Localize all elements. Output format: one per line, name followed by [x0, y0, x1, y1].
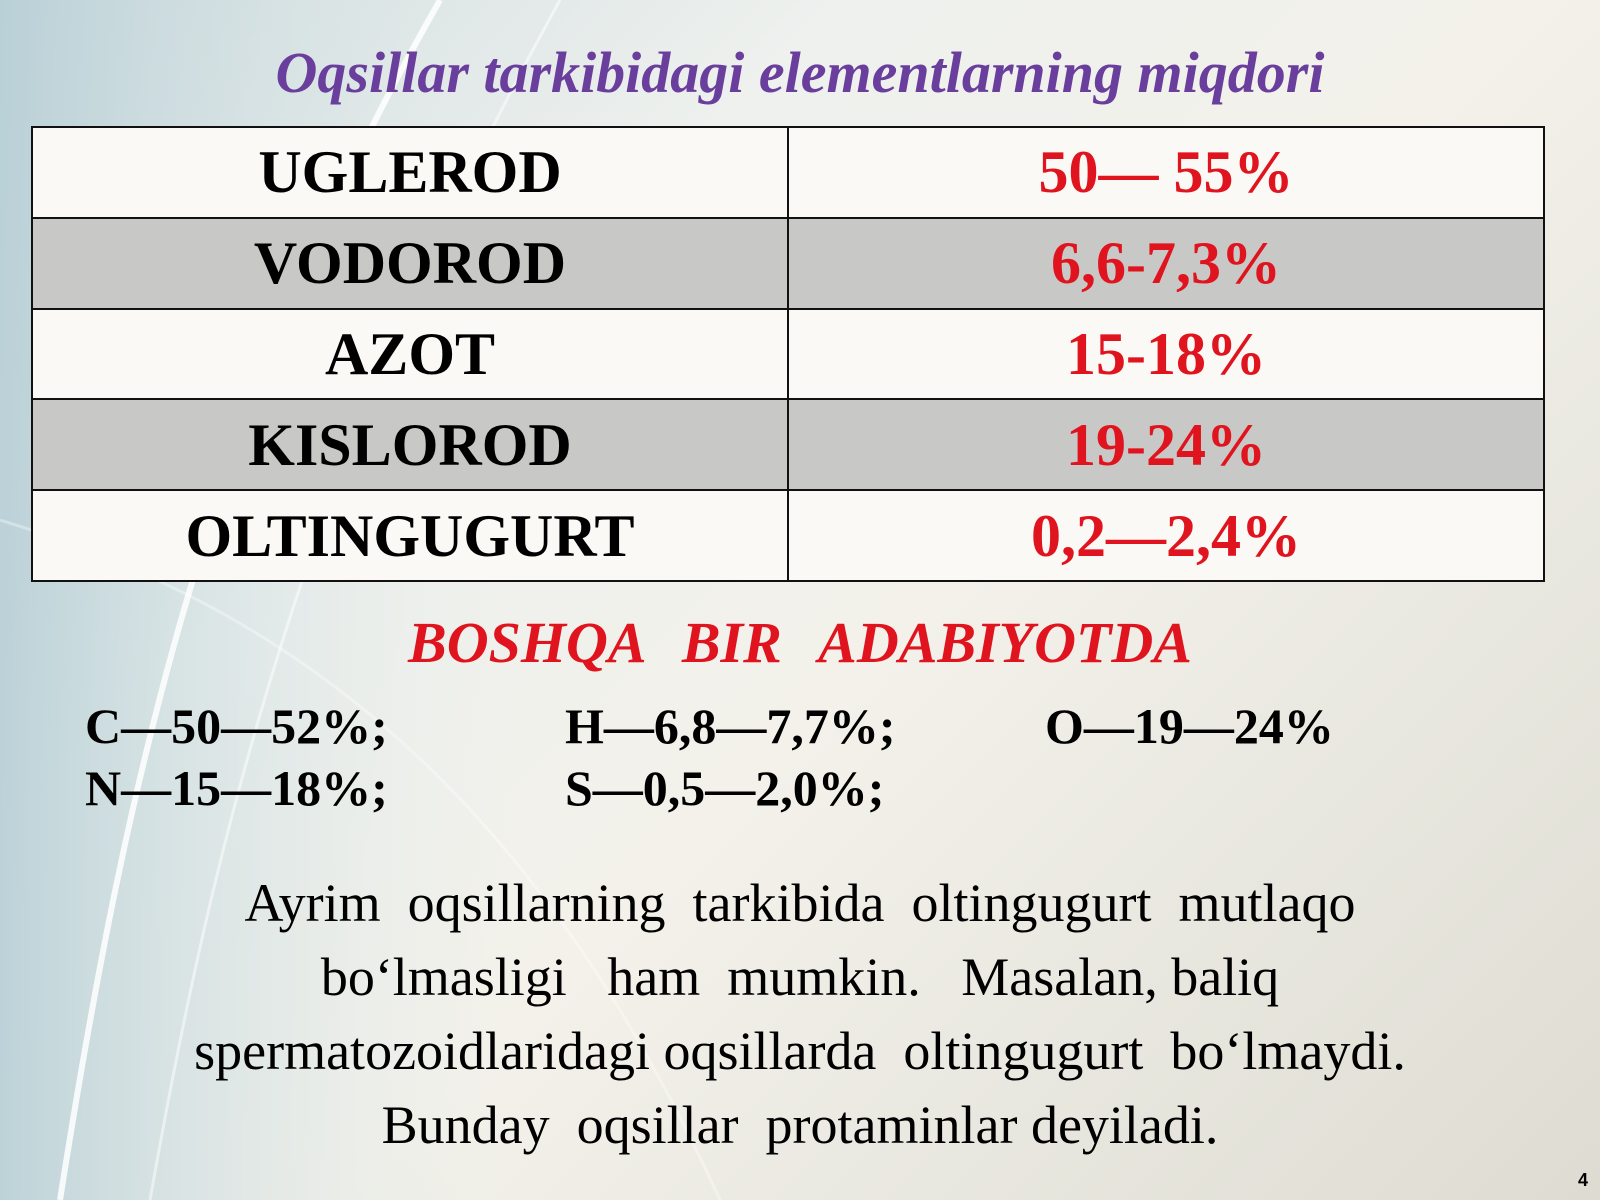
- slide-title: Oqsillar tarkibidagi elementlarning miqdori: [275, 40, 1325, 105]
- paragraph-line: spermatozoidlaridagi oqsillarda oltingugurt bo‘lmaydi.: [194, 1021, 1406, 1081]
- page-number: 4: [1577, 1170, 1588, 1190]
- explanation-paragraph: [90, 866, 1510, 1162]
- elements-table: [31, 126, 1545, 582]
- element-percentage: 50— 55%: [788, 127, 1544, 218]
- alternative-values-row-1: [0, 698, 1600, 754]
- element-percentage: 6,6-7,3%: [788, 218, 1544, 309]
- paragraph-line: bo‘lmasligi ham mumkin. Masalan, baliq: [320, 947, 1280, 1007]
- alternative-values-row-2: [0, 760, 1600, 816]
- paragraph-line: Bunday oqsillar protaminlar deyiladi.: [381, 1095, 1219, 1155]
- element-percentage: 19-24%: [788, 399, 1544, 490]
- element-name: KISLOROD: [32, 399, 788, 490]
- element-name: UGLEROD: [32, 127, 788, 218]
- element-name: VODOROD: [32, 218, 788, 309]
- section-subtitle: BOSHQA BIR ADABIYOTDA: [408, 610, 1192, 675]
- table-row: [32, 127, 1544, 218]
- table-row: [32, 490, 1544, 581]
- element-percentage: 0,2—2,4%: [788, 490, 1544, 581]
- element-name: AZOT: [32, 309, 788, 400]
- paragraph-line: Ayrim oqsillarning tarkibida oltingugurt mutlaqo: [244, 873, 1356, 933]
- table-row: [32, 218, 1544, 309]
- table-row: [32, 399, 1544, 490]
- element-percentage: 15-18%: [788, 309, 1544, 400]
- carbon-value: C—50—52%;: [85, 698, 388, 754]
- sulfur-value: S—0,5—2,0%;: [565, 760, 885, 816]
- table-row: [32, 309, 1544, 400]
- element-name: OLTINGUGURT: [32, 490, 788, 581]
- oxygen-value: O—19—24%: [1045, 698, 1334, 754]
- nitrogen-value: N—15—18%;: [85, 760, 388, 816]
- hydrogen-value: H—6,8—7,7%;: [565, 698, 896, 754]
